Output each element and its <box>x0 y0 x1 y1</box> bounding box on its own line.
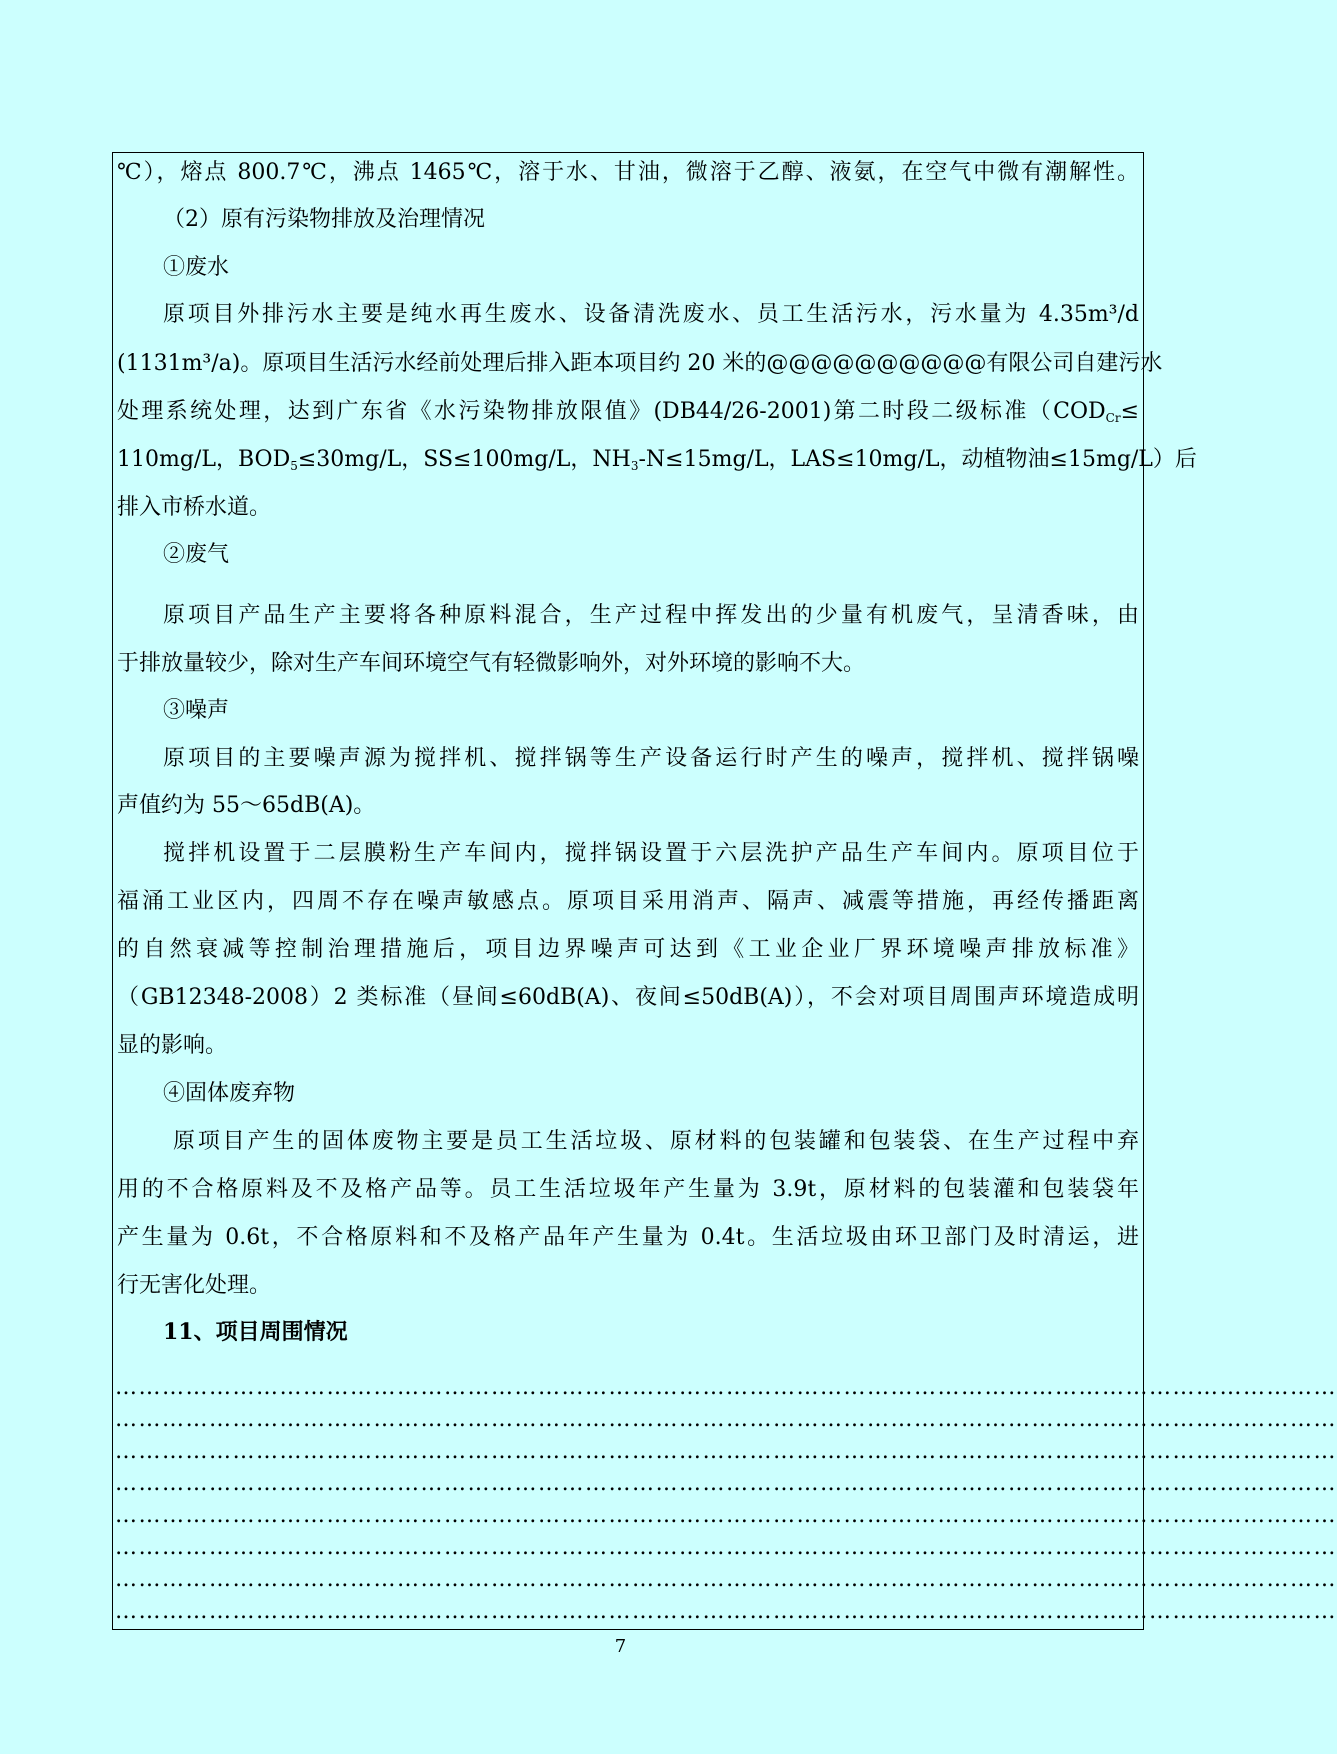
paragraph-line: 福涌工业区内，四周不存在噪声敏感点。原项目采用消声、隔声、减震等措施，再经传播距离 <box>117 889 1139 914</box>
text-span: -N≤15mg/L，LAS≤10mg/L，动植物油≤15mg/L）后 <box>638 447 1197 472</box>
dotted-line: ………………………………………………………………………………………………………………………………………… <box>115 1471 1337 1496</box>
dotted-line: ………………………………………………………………………………………………………………………………………… <box>115 1439 1337 1464</box>
paragraph-line: 行无害化处理。 <box>117 1273 272 1298</box>
paragraph-line: （GB12348-2008）2 类标准（昼间≤60dB(A)、夜间≤50dB(A)），不会对项目周围声环境造成明 <box>117 985 1139 1010</box>
content-frame <box>112 152 1337 1630</box>
paragraph-line: 原项目产生的固体废物主要是员工生活垃圾、原材料的包装罐和包装袋、在生产过程中弃 <box>173 1129 1139 1154</box>
paragraph-line: 声值约为 55～65dB(A)。 <box>117 793 376 818</box>
paragraph-line: 搅拌机设置于二层膜粉生产车间内，搅拌锅设置于六层洗护产品生产车间内。原项目位于 <box>163 841 1139 866</box>
paragraph-line: 产生量为 0.6t，不合格原料和不及格产品年产生量为 0.4t。生活垃圾由环卫部门及时清运，进 <box>117 1225 1139 1250</box>
subsection-heading-wastewater: ①废水 <box>163 255 230 280</box>
text-span: ≤30mg/L，SS≤100mg/L，NH <box>297 447 631 472</box>
paragraph-line <box>117 444 1197 476</box>
paragraph-line: 用的不合格原料及不及格产品等。员工生活垃圾年产生量为 3.9t，原材料的包装灌和包装袋年 <box>117 1177 1139 1202</box>
dotted-line: ………………………………………………………………………………………………………………………………………… <box>115 1599 1337 1624</box>
dotted-line: ………………………………………………………………………………………………………………………………………… <box>115 1535 1337 1560</box>
subsection-heading-air: ②废气 <box>163 542 230 567</box>
text-span: 处理系统处理，达到广东省《水污染物排放限值》(DB44/26-2001)第二时段二级标准（COD <box>117 399 1106 424</box>
subscript: 5 <box>290 459 298 473</box>
paragraph-line: 的自然衰减等控制治理措施后，项目边界噪声可达到《工业企业厂界环境噪声排放标准》 <box>117 937 1139 962</box>
dotted-line: ………………………………………………………………………………………………………………………………………… <box>115 1503 1337 1528</box>
paragraph-line: 原项目产品生产主要将各种原料混合，生产过程中挥发出的少量有机废气，呈清香味，由 <box>163 603 1139 628</box>
paragraph-line: 于排放量较少，除对生产车间环境空气有轻微影响外，对外环境的影响不大。 <box>117 651 866 676</box>
paragraph-line: 原项目外排污水主要是纯水再生废水、设备清洗废水、员工生活污水，污水量为 4.35m³/d <box>163 302 1139 327</box>
section-heading-11: 11、项目周围情况 <box>163 1319 348 1345</box>
paragraph-line: 排入市桥水道。 <box>117 495 272 520</box>
paragraph-line: 显的影响。 <box>117 1033 228 1058</box>
subsection-heading-solid-waste: ④固体废弃物 <box>163 1081 296 1106</box>
subsection-heading-noise: ③噪声 <box>163 698 230 723</box>
paragraph-line <box>117 396 1139 428</box>
section-heading: （2）原有污染物排放及治理情况 <box>163 207 485 232</box>
paragraph-line: 原项目的主要噪声源为搅拌机、搅拌锅等生产设备运行时产生的噪声，搅拌机、搅拌锅噪 <box>163 746 1139 771</box>
dotted-line: ………………………………………………………………………………………………………………………………………… <box>115 1567 1337 1592</box>
paragraph-line: ℃），熔点 800.7℃，沸点 1465℃，溶于水、甘油，微溶于乙醇、液氨，在空气中微有潮解性。 <box>117 160 1139 185</box>
page-number: 7 <box>614 1636 627 1657</box>
text-span: ≤ <box>1120 399 1139 424</box>
dotted-line: ………………………………………………………………………………………………………………………………………… <box>115 1407 1337 1432</box>
paragraph-line: (1131m³/a)。原项目生活污水经前处理后排入距本项目约 20 米的@@@@@@@@@@有限公司自建污水 <box>117 351 1163 376</box>
text-span: 110mg/L，BOD <box>117 447 291 472</box>
subscript: 3 <box>630 459 639 473</box>
dotted-line: ………………………………………………………………………………………………………………………………………… <box>115 1375 1337 1400</box>
subscript: Cr <box>1105 411 1121 425</box>
